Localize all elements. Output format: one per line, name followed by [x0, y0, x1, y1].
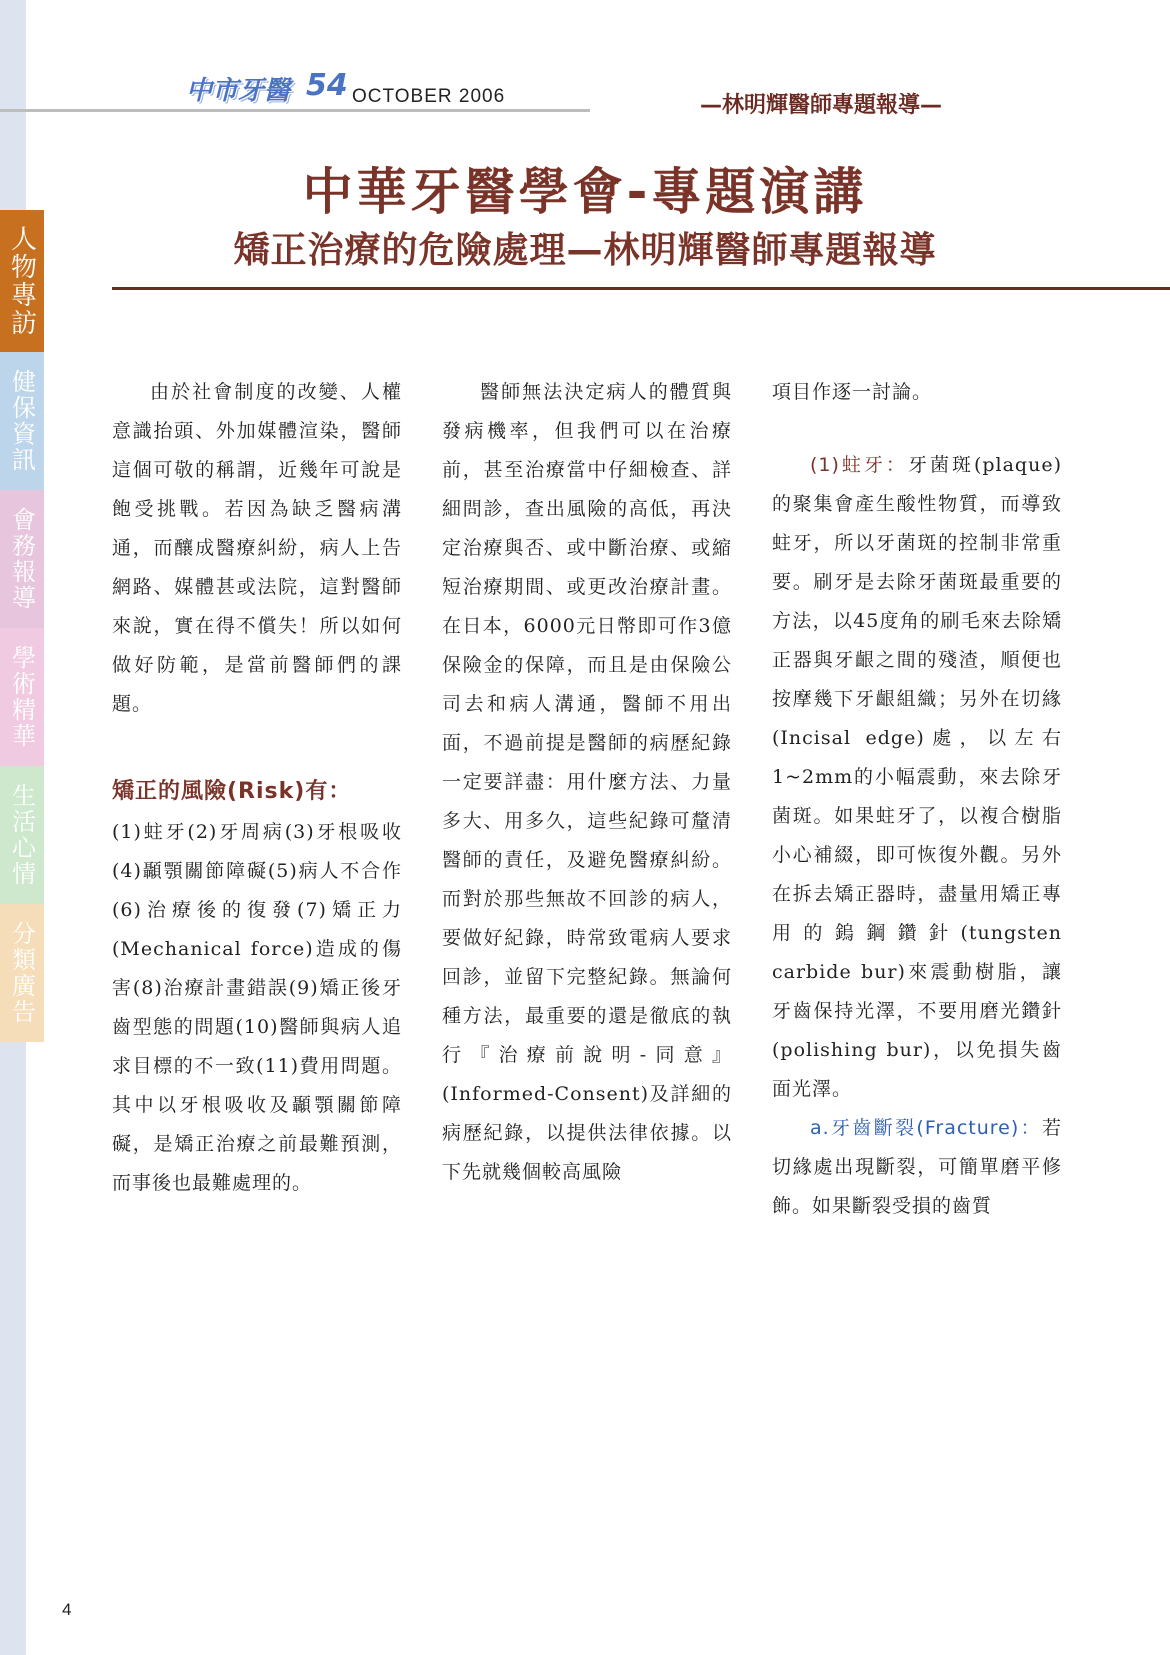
- magazine-logo: 中市牙醫: [186, 76, 291, 106]
- article-title: 中華牙醫學會-專題演講: [302, 163, 868, 221]
- issue-number: 54: [306, 68, 348, 103]
- page-number: 4: [62, 1600, 72, 1619]
- body-paragraph: 醫師無法決定病人的體質與發病機率，但我們可以在治療前，甚至治療當中仔細檢查、詳細問診，查出風險的高低，再決定治療與否、或中斷治療、或縮短治療期間、或更改治療計畫。在日本，6000元日幣即可作3億保險金的保障，而且是由保險公司去和病人溝通，醫師不用出面，不過前提是醫師的病歷紀錄一定要詳盡：用什麼方法、力量多大、用多久，這些紀錄可釐清醫師的責任，及避免醫療糾紛。而對於那些無故不回診的病人，要做好紀錄，時常致電病人要求回診，並留下完整紀錄。無論何種方法，最重要的還是徹底的執行『治療前說明-同意』(Informed-Consent)及詳細的病歷紀錄，以提供法律依據。以下先就幾個較高風險: [442, 381, 732, 1183]
- fracture-text: 若切緣處出現斷裂，可簡單磨平修飾。如果斷裂受損的齒質: [772, 1117, 1062, 1217]
- column-1: [112, 373, 402, 1203]
- column-2: [442, 373, 732, 1192]
- section-tab-life[interactable]: 生活心情: [0, 766, 44, 904]
- section-tab-academic[interactable]: 學術精華: [0, 628, 44, 766]
- intro-paragraph: 由於社會制度的改變、人權意識抬頭、外加媒體渲染，醫師這個可敬的稱謂，近幾年可說是飽受挑戰。若因為缺乏醫病溝通，而釀成醫療糾紛，病人上告網路、媒體甚或法院，這對醫師來說，實在得不償失！所以如何做好防範，是當前醫師們的課題。: [112, 381, 402, 715]
- header-rule: [0, 109, 590, 112]
- section-tab-interviews[interactable]: 人物專訪: [0, 210, 44, 352]
- section-tabs: [0, 210, 44, 1042]
- caries-label: (1)蛀牙：: [810, 454, 908, 476]
- section-tab-classifieds[interactable]: 分類廣告: [0, 904, 44, 1042]
- caries-paragraph: [772, 446, 1062, 1109]
- continuation-paragraph: 項目作逐一討論。: [772, 381, 933, 403]
- issue-month: OCTOBER 2006: [352, 86, 506, 107]
- title-rule: [112, 287, 1170, 290]
- caries-text: 牙菌斑(plaque)的聚集會產生酸性物質，而導致蛀牙，所以牙菌斑的控制非常重要。刷牙是去除牙菌斑最重要的方法，以45度角的刷毛來去除矯正器與牙齦之間的殘渣，順便也按摩幾下牙齦組織；另外在切緣(Incisal edge)處，以左右1~2mm的小幅震動，來去除牙菌斑。如果蛀牙了，以複合樹脂小心補綴，即可恢復外觀。另外在拆去矯正器時，盡量用矯正專用的鎢鋼鑽針(tungsten carbide bur)來震動樹脂，讓牙齒保持光澤，不要用磨光鑽針(polishing bur)，以免損失齒面光澤。: [772, 454, 1062, 1100]
- article-subtitle: 矯正治療的危險處理—林明輝醫師專題報導: [233, 230, 937, 271]
- section-tab-health-insurance[interactable]: 健保資訊: [0, 352, 44, 490]
- fracture-label: a.牙齒斷裂(Fracture)：: [810, 1117, 1042, 1139]
- fracture-paragraph: [772, 1109, 1062, 1226]
- column-3: [772, 373, 1062, 1226]
- section-tab-association-news[interactable]: 會務報導: [0, 490, 44, 628]
- risk-list-paragraph: (1)蛀牙(2)牙周病(3)牙根吸收(4)顳顎關節障礙(5)病人不合作(6)治療後的復發(7)矯正力(Mechanical force)造成的傷害(8)治療計畫錯誤(9)矯正後牙齒型態的問題(10)醫師與病人追求目標的不一致(11)費用問題。其中以牙根吸收及顳顎關節障礙，是矯正治療之前最難預測，而事後也最難處理的。: [112, 821, 402, 1194]
- risk-heading: 矯正的風險(Risk)有：: [112, 779, 352, 804]
- running-title: —林明輝醫師專題報導—: [700, 93, 943, 118]
